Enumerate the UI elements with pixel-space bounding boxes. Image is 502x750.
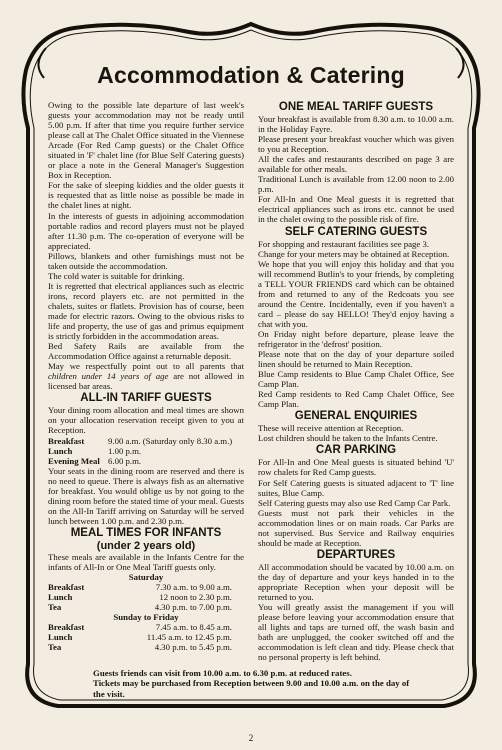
table-row: Tea 4.30 p.m. to 7.00 p.m. [48,602,232,613]
saturday-label: Saturday [128,572,164,583]
page-title: Accommodation & Catering [97,62,405,88]
selfcat-para-3: We hope that you will enjoy this holiday and that you will recommend Butlin's to your friends, by completing a TELL YOUR FRIENDS card which can be obtained from and returned to any of the Redcoats you see around the Centre. Incidentally, even if you haven't a card – please do say HELLO! They'd enjoy having a chat with you. [258,258,454,329]
parking-para-3: Self Catering guests may also use Red Camp Car Park. [258,497,451,508]
intro-para-7: Bed Safety Rails are available from the Accommodation Office against a returnable deposit. [48,341,244,362]
footer-notice [93,668,423,699]
table-row: Breakfast 9.00 a.m. (Saturday only 8.30 a.m.) [48,435,233,446]
intro-para-5: The cold water is suitable for drinking. [48,270,185,281]
parking-heading: CAR PARKING [315,444,397,457]
table-row: Lunch 11.45 a.m. to 12.45 p.m. [48,632,232,643]
parking-para-2: For Self Catering guests is situated adjacent to 'T' line suites, Blue Camp. [258,477,454,498]
table-row: Lunch 12 noon to 2.30 p.m. [48,592,232,603]
departures-heading: DEPARTURES [316,548,396,561]
selfcat-heading: SELF CATERING GUESTS [284,225,428,238]
onemeal-para-5: For All-In and One Meal guests it is regretted that electrical appliances such as irons etc. cannot be used in the chalet owing to the possible risk of fire. [258,194,454,225]
left-column [48,100,244,652]
selfcat-para-6: Blue Camp residents to Blue Camp Chalet Office, See Camp Plan. [258,369,454,390]
right-column [258,100,454,662]
weekday-table [48,622,244,652]
intro-para-4: Pillows, blankets and other furnishings must not be taken outside the accommodation. [48,250,244,271]
selfcat-para-7: Red Camp residents to Red Camp Chalet Office, See Camp Plan. [258,389,454,410]
infants-intro: These meals are available in the Infants Centre for the infants of All-In or One Meal Tariff guests only. [48,551,244,572]
selfcat-para-1: For shopping and restaurant facilities see page 3. [258,238,430,249]
onemeal-para-2: Please present your breakfast voucher which was given to you at Reception. [258,134,454,155]
intro-para-1: Owing to the possible late departure of last week's guests your accommodation may not be ready until 5.00 p.m. If after that time you require further service please call at The Chalet Office situated in the Viennese Arcade (For Red Camp guests) or the Chalet Office situated in 'F' chalet line (for Blue Self Catering guests) or place a note in the General Manager's Suggestion Box in Reception. [48,100,244,181]
page-number: 2 [248,733,254,743]
onemeal-heading: ONE MEAL TARIFF GUESTS [278,101,434,113]
departures-para-1: All accommodation should be vacated by 10.00 a.m. on the day of departure and your keys handed in to the appropriate Reception when your deposit will be returned to you. [258,561,454,602]
weekday-label: Sunday to Friday [113,612,179,623]
table-row: Breakfast 7.30 a.m. to 9.00 a.m. [48,582,232,593]
allin-body: Your seats in the dining room are reserved and there is no need to queue. There is always fish as an alternative for breakfast. You would oblige us by not going to the dining room before the stated time of your meal. Guests on the All-In Tariff arriving on Saturday will be served lunch between 1.00 p.m. and 2.30 p.m. [48,465,244,526]
table-row: Breakfast 7.45 a.m. to 8.45 a.m. [48,622,232,633]
infants-subheading: (under 2 years old) [96,539,196,552]
footer-line-1: Guests friends can visit from 10.00 a.m. to 6.30 p.m. at reduced rates. [93,668,352,678]
enquiries-heading: GENERAL ENQUIRIES [294,410,418,423]
parking-para-1: For All-In and One Meal guests is situated behind 'U' row chalets for Red Camp guests. [258,457,454,478]
footer-line-2: Tickets may be purchased from Reception between 9.00 and 10.00 a.m. on the day of the visit. [93,678,410,699]
table-row: Tea 4.30 p.m. to 5.45 p.m. [48,642,232,653]
allin-meal-table [48,436,244,466]
table-row: Evening Meal 6.00 p.m. [48,455,142,466]
selfcat-para-5: Please note that on the day of your departure soiled linen should be returned to Main Reception. [258,349,454,370]
children-notice: May we respectfully point out to all parents that children under 14 years of age are not allowed in licensed bar areas. [48,361,244,392]
selfcat-para-4: On Friday night before departure, please leave the refrigerator in the 'defrost' position. [258,328,454,349]
intro-para-3: In the interests of guests in adjoining accommodation portable radios and record players must not be played after 11.30 p.m. The co-operation of everyone will be appreciated. [48,210,244,251]
parking-para-4: Guests must not park their vehicles in the accommodation lines or on main roads. Car Parks are not supervised. Bus Service and Railway enquiries should be made at Reception. [258,507,454,548]
intro-para-6: It is regretted that electrical appliances such as electric irons, record players etc. are not permitted in the chalets, suites or flatlets. Provision has of course, been made for electric razors. Owing to the obvious risks to life and property, the use of gas and primus equipment is strictly forbidden in the accommodation areas. [48,280,244,342]
allin-intro: Your dining room allocation and meal times are shown on your allocation reservation receipt given to you at Reception. [48,405,244,436]
onemeal-para-3: All the cafes and restaurants described on page 3 are available for other meals. [258,154,454,175]
selfcat-para-2: Change for your meters may be obtained at Reception. [258,248,450,259]
children-italic: children under 14 years of age [48,371,169,382]
onemeal-para-4: Traditional Lunch is available from 12.00 noon to 2.00 p.m. [258,174,454,195]
enquiries-para-1: These will receive attention at Reception. [258,423,404,434]
saturday-table [48,582,244,612]
table-row: Lunch 1.00 p.m. [48,445,142,456]
infants-heading: MEAL TIMES FOR INFANTS [70,526,222,539]
onemeal-para-1: Your breakfast is available from 8.30 a.m. to 10.00 a.m. in the Holiday Fayre. [258,114,454,135]
departures-para-2: You will greatly assist the management if you will please before leaving your accommodation ensure that all lights and taps are turned off, the wash basin and bath are unplugged, the cooker switched off and the accommodation is left clean and tidy. Please check that no personal property is left behind. [258,602,454,663]
allin-heading: ALL-IN TARIFF GUESTS [80,392,212,405]
intro-para-2: For the sake of sleeping kiddies and the older guests it is requested that as little noise as possible be made in the chalet lines at night. [48,180,244,211]
enquiries-para-2: Lost children should be taken to the Infants Centre. [258,433,438,444]
